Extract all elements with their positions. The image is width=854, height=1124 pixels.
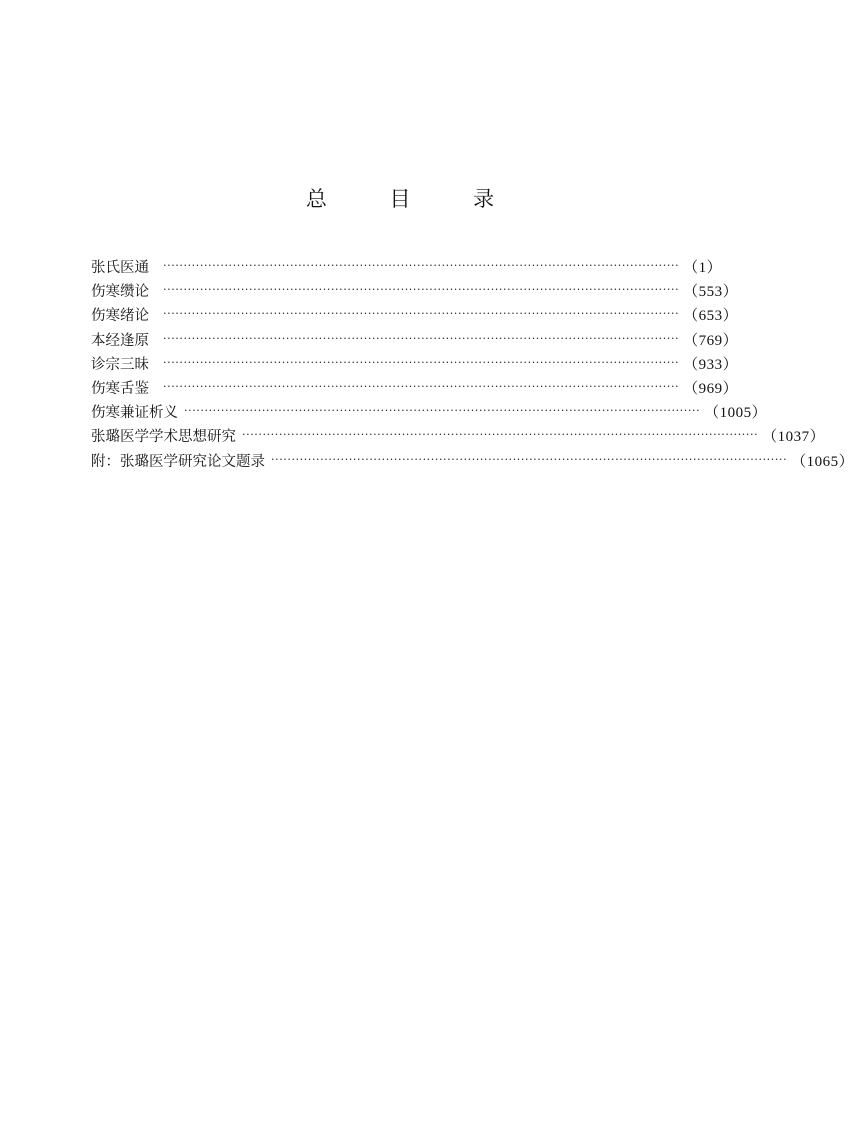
toc-page-number: （1005） xyxy=(704,405,768,422)
toc-page-number: （969） xyxy=(683,380,739,397)
toc-entry-title: 伤寒兼证析义 xyxy=(91,405,178,422)
toc-page-number: （653） xyxy=(683,308,739,325)
dot-leader: ······························································································································ xyxy=(163,355,680,369)
toc-entry-title: 附：张璐医学研究论文题录 xyxy=(91,453,265,470)
toc-entry-shanghan-xulun[interactable] xyxy=(91,304,739,328)
toc-page-number: （1） xyxy=(683,260,723,276)
dot-leader: ······························································································································ xyxy=(163,307,680,321)
table-of-contents xyxy=(91,256,854,474)
dot-leader: ······························································································································ xyxy=(242,428,759,442)
toc-page-number: （933） xyxy=(683,356,739,373)
page-title: 总 目 录 xyxy=(305,187,523,211)
toc-entry-shanghan-zuanlun[interactable] xyxy=(91,280,739,304)
toc-entry-benjing-fengyuan[interactable] xyxy=(91,329,739,353)
toc-entry-zhanglu-xueshu-yanjiu[interactable] xyxy=(91,425,826,449)
toc-page-number: （1037） xyxy=(762,429,826,446)
dot-leader: ······························································································································ xyxy=(163,331,680,345)
toc-entry-title: 伤寒舌鉴 xyxy=(91,380,149,397)
dot-leader: ······························································································································ xyxy=(184,404,701,418)
toc-page-number: （769） xyxy=(683,332,739,349)
toc-page-number: （1065） xyxy=(791,453,854,470)
dot-leader: ······························································································································ xyxy=(163,379,680,393)
dot-leader: ······························································································································ xyxy=(163,259,680,272)
toc-entry-shanghan-shejian[interactable] xyxy=(91,377,739,401)
toc-entry-title: 诊宗三昧 xyxy=(91,356,149,373)
toc-entry-title: 伤寒绪论 xyxy=(91,308,149,325)
toc-entry-appendix-lunwen-tilu[interactable] xyxy=(91,450,854,474)
toc-entry-zhenzong-sanmei[interactable] xyxy=(91,353,739,377)
toc-entry-shanghan-jianzheng-xiyi[interactable] xyxy=(91,401,768,425)
toc-entry-title: 本经逢原 xyxy=(91,332,149,349)
toc-page-number: （553） xyxy=(683,284,739,301)
toc-entry-title: 张璐医学学术思想研究 xyxy=(91,429,236,446)
toc-entry-title: 伤寒缵论 xyxy=(91,284,149,301)
toc-entry-zhangshi-yitong[interactable] xyxy=(91,256,723,280)
dot-leader: ······························································································································ xyxy=(271,452,788,466)
dot-leader: ······························································································································ xyxy=(163,283,680,297)
toc-entry-title: 张氏医通 xyxy=(91,260,149,276)
